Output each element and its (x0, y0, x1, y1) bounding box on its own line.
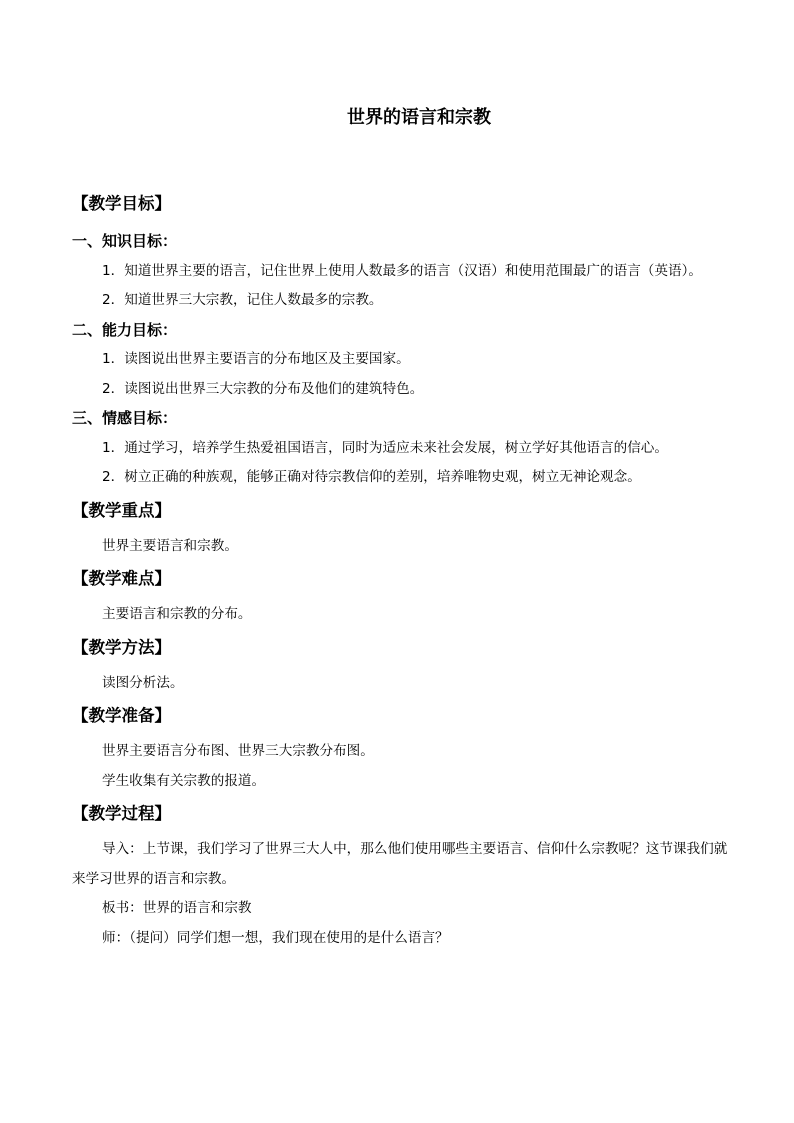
process-intro: 导入：上节课，我们学习了世界三大人中，那么他们使用哪些主要语言、信仰什么宗教呢？这节课我们就来学习世界的语言和宗教。 (72, 841, 728, 887)
ability-objective-1: 1．读图说出世界主要语言的分布地区及主要国家。 (102, 351, 410, 367)
process-teacher-question: 师：（提问）同学们想一想，我们现在使用的是什么语言？ (102, 929, 449, 946)
difficulties-text: 主要语言和宗教的分布。 (102, 606, 252, 622)
ability-objective-2: 2．读图说出世界三大宗教的分布及他们的建筑特色。 (102, 380, 424, 397)
objectives-heading: 【教学目标】 (72, 194, 171, 213)
document-body (72, 186, 732, 953)
methods-text: 读图分析法。 (102, 674, 184, 691)
emotion-objectives-heading: 三、情感目标： (72, 409, 178, 427)
key-points-heading: 【教学重点】 (72, 500, 171, 520)
document-title: 世界的语言和宗教 (347, 107, 491, 128)
emotion-objective-1: 1．通过学习，培养学生热爱祖国语言，同时为适应未来社会发展，树立学好其他语言的信心。 (102, 439, 668, 456)
emotion-objective-2: 2．树立正确的种族观，能够正确对待宗教信仰的差别，培养唯物史观，树立无神论观念。 (102, 469, 641, 485)
knowledge-objectives-heading: 一、知识目标： (72, 232, 178, 250)
process-heading: 【教学过程】 (72, 804, 171, 823)
methods-heading: 【教学方法】 (72, 637, 171, 657)
ability-objectives-heading: 二、能力目标： (72, 320, 178, 339)
preparation-heading: 【教学准备】 (72, 706, 171, 725)
knowledge-objective-2: 2．知道世界三大宗教，记住人数最多的宗教。 (102, 292, 383, 308)
preparation-item-1: 世界主要语言分布图、世界三大宗教分布图。 (102, 743, 374, 759)
process-board-note: 板书：世界的语言和宗教 (102, 900, 252, 916)
preparation-item-2: 学生收集有关宗教的报道。 (102, 772, 266, 789)
difficulties-heading: 【教学难点】 (72, 569, 171, 588)
key-points-text: 世界主要语言和宗教。 (102, 537, 238, 554)
knowledge-objective-1: 1．知道世界主要的语言，记住世界上使用人数最多的语言（汉语）和使用范围最广的语言（英语）。 (102, 262, 702, 279)
